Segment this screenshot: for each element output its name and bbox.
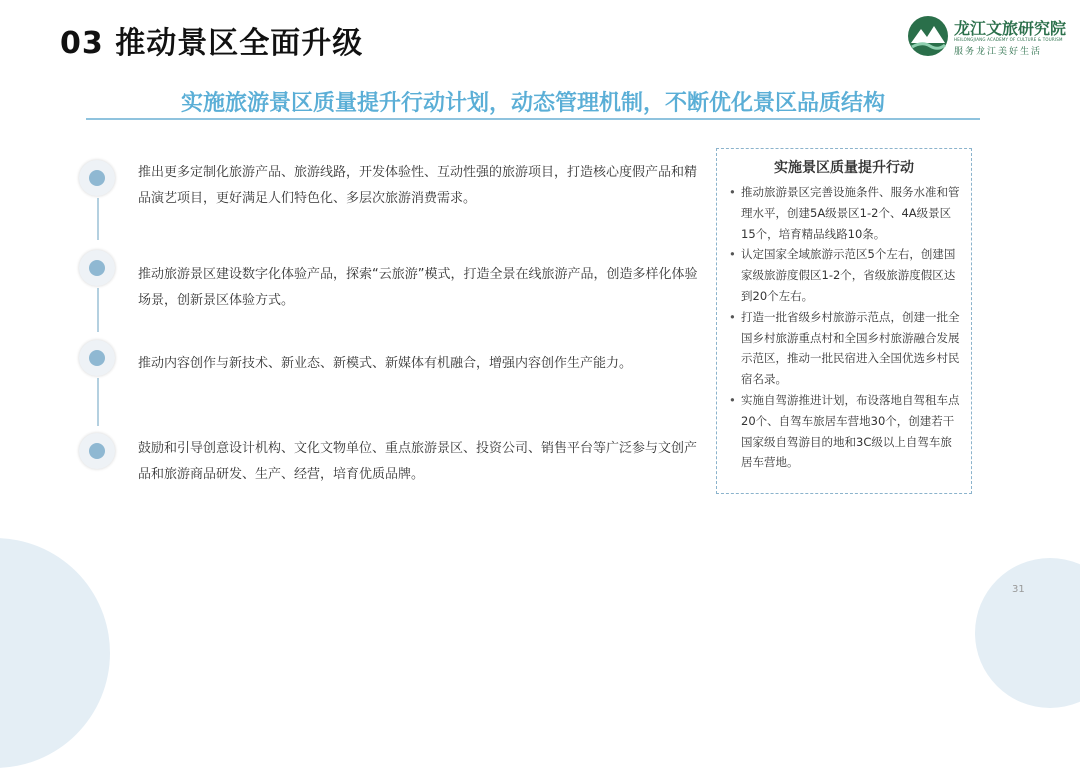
slide-title: 03 推动景区全面升级 [60, 26, 364, 61]
initiative-text-4: 鼓励和引导创意设计机构、文化文物单位、重点旅游景区、投资公司、销售平台等广泛参与文创产品和旅游商品研发、生产、经营，培育优质品牌。 [138, 441, 698, 482]
decorative-circle-bottom-right [975, 558, 1080, 708]
decorative-circle-bottom-left [0, 538, 110, 768]
page-number: 31 [1012, 584, 1025, 595]
timeline-bullet-icon [79, 340, 115, 376]
side-panel-title: 实施景区质量提升行动 [774, 160, 914, 176]
side-panel-bullet: • 认定国家全域旅游示范区5个左右，创建国家级旅游度假区1-2个，省级旅游度假区达到20个左右。 [727, 244, 961, 306]
mountain-river-logo-icon [906, 14, 950, 58]
timeline-bullet-icon [79, 433, 115, 469]
timeline-bullet-icon [79, 250, 115, 286]
timeline-connector [97, 288, 99, 332]
initiative-text-3: 推动内容创作与新技术、新业态、新模式、新媒体有机融合，增强内容创作生产能力。 [138, 356, 633, 371]
subtitle-divider [86, 118, 980, 120]
side-panel-list [727, 182, 961, 473]
logo [906, 14, 1072, 60]
logo-name: 龙江文旅研究院 [954, 19, 1067, 38]
side-panel-bullet: • 打造一批省级乡村旅游示范点，创建一批全国乡村旅游重点村和全国乡村旅游融合发展示范区，推动一批民宿进入全国优选乡村民宿名录。 [727, 307, 961, 390]
timeline-connector [97, 198, 99, 240]
section-subtitle: 实施旅游景区质量提升行动计划，动态管理机制，不断优化景区品质结构 [180, 91, 885, 116]
timeline-connector [97, 378, 99, 426]
initiative-text-2: 推动旅游景区建设数字化体验产品，探索“云旅游”模式，打造全景在线旅游产品，创造多样化体验场景，创新景区体验方式。 [138, 267, 698, 308]
timeline-bullet-icon [79, 160, 115, 196]
logo-english-name: HEILONGJIANG ACADEMY OF CULTURE & TOURISM [954, 37, 1063, 42]
initiative-text-1: 推出更多定制化旅游产品、旅游线路，开发体验性、互动性强的旅游项目，打造核心度假产品和精品演艺项目，更好满足人们特色化、多层次旅游消费需求。 [138, 165, 698, 206]
side-panel [716, 148, 972, 494]
logo-slogan: 服务龙江美好生活 [954, 47, 1043, 57]
side-panel-bullet: • 推动旅游景区完善设施条件、服务水准和管理水平，创建5A级景区1-2个、4A级景区15个，培育精品线路10条。 [727, 182, 961, 244]
side-panel-bullet: • 实施自驾游推进计划，布设落地自驾租车点20个、自驾车旅居车营地30个，创建若干国家级自驾游目的地和3C级以上自驾车旅居车营地。 [727, 390, 961, 473]
